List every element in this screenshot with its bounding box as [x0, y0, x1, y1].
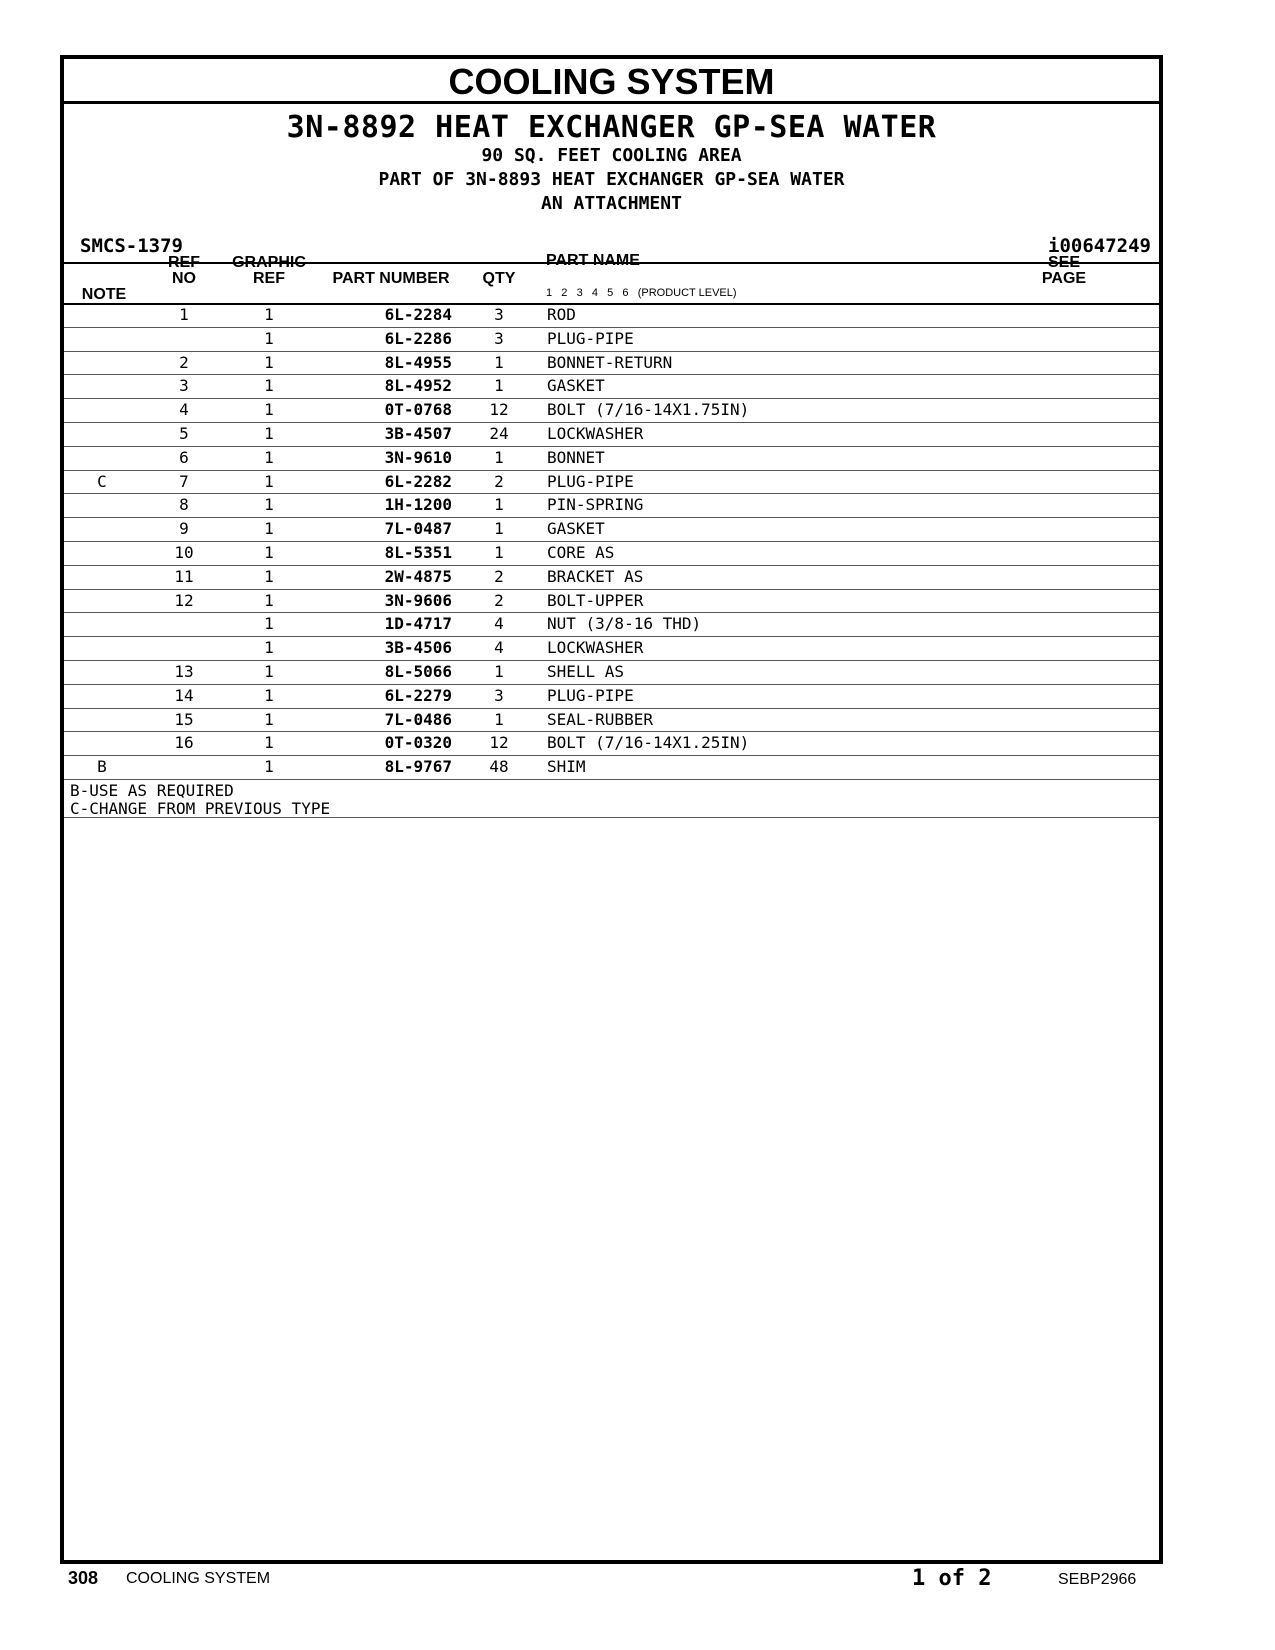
ref-no-cell: 12 [174, 590, 194, 610]
table-row [64, 518, 1159, 542]
product-levels: 1 2 3 4 5 6 (PRODUCT LEVEL) [546, 287, 737, 299]
ref-no-cell: 14 [174, 685, 194, 705]
smcs-code: SMCS-1379 [80, 235, 183, 257]
table-row [64, 590, 1159, 614]
table-row [64, 423, 1159, 447]
part-name-cell: BRACKET AS [547, 566, 644, 586]
graphic-ref-cell: 1 [264, 352, 274, 372]
graphic-ref-cell: 1 [264, 542, 274, 562]
graphic-ref-cell: 1 [264, 733, 274, 753]
part-name-cell: LOCKWASHER [547, 423, 644, 443]
table-row [64, 756, 1159, 780]
table-row [64, 471, 1159, 495]
col-header-qty: QTY [482, 270, 516, 287]
part-number-cell: 8L-5351 [384, 542, 452, 562]
graphic-ref-cell: 1 [264, 376, 274, 396]
footer-section: COOLING SYSTEM [126, 1570, 271, 1587]
ref-no-cell: 8 [179, 495, 189, 515]
part-number-cell: 6L-2279 [384, 685, 452, 705]
ref-no-cell: 15 [174, 709, 194, 729]
col-header-ref-no: REF NO [168, 254, 200, 287]
qty-cell: 1 [494, 709, 504, 729]
table-row [64, 328, 1159, 352]
part-name-cell: BOLT-UPPER [547, 590, 644, 610]
table-row [64, 566, 1159, 590]
part-number-cell: 3B-4506 [384, 638, 452, 658]
parts-table [64, 304, 1159, 818]
section-title: COOLING SYSTEM [64, 59, 1159, 104]
table-row [64, 399, 1159, 423]
qty-cell: 1 [494, 447, 504, 467]
part-number-cell: 0T-0768 [384, 400, 452, 420]
part-name-cell: PLUG-PIPE [547, 471, 634, 491]
part-number-cell: 7L-0486 [384, 709, 452, 729]
part-number-cell: 3N-9610 [384, 447, 452, 467]
table-row [64, 352, 1159, 376]
table-row [64, 542, 1159, 566]
part-number-cell: 8L-9767 [384, 757, 452, 777]
part-name-cell: SHELL AS [547, 661, 625, 681]
part-number-cell: 6L-2282 [384, 471, 452, 491]
qty-cell: 24 [489, 423, 509, 443]
qty-cell: 3 [494, 328, 504, 348]
ref-no-cell: 9 [179, 519, 189, 539]
part-number-cell: 1D-4717 [384, 614, 452, 634]
col-header-part-name: PART NAME [546, 252, 640, 269]
subtitle-attachment: AN ATTACHMENT [541, 193, 682, 214]
col-header-graphic-ref: GRAPHIC REF [232, 254, 306, 287]
graphic-ref-cell: 1 [264, 590, 274, 610]
col-header-note: NOTE [81, 286, 127, 303]
graphic-ref-cell: 1 [264, 447, 274, 467]
part-name-cell: SHIM [547, 757, 586, 777]
part-name-cell: GASKET [547, 519, 605, 539]
part-name-cell: BOLT (7/16-14X1.25IN) [547, 733, 750, 753]
group-title: 3N-8892 HEAT EXCHANGER GP-SEA WATER [286, 110, 937, 145]
part-name-cell: BOLT (7/16-14X1.75IN) [547, 400, 750, 420]
part-name-cell: NUT (3/8-16 THD) [547, 614, 702, 634]
col-header-part-number: PART NUMBER [332, 270, 450, 287]
table-row [64, 732, 1159, 756]
part-number-cell: 8L-5066 [384, 661, 452, 681]
qty-cell: 2 [494, 590, 504, 610]
col-header-see-page: SEE PAGE [1041, 254, 1087, 287]
table-row [64, 304, 1159, 328]
ref-no-cell: 16 [174, 733, 194, 753]
table-row [64, 637, 1159, 661]
qty-cell: 2 [494, 471, 504, 491]
qty-cell: 1 [494, 661, 504, 681]
ref-no-cell: 13 [174, 661, 194, 681]
part-number-cell: 8L-4952 [384, 376, 452, 396]
note-cell: C [97, 471, 107, 491]
graphic-ref-cell: 1 [264, 471, 274, 491]
ref-no-cell: 11 [174, 566, 194, 586]
part-name-cell: PLUG-PIPE [547, 328, 634, 348]
subtitle-part-of: PART OF 3N-8893 HEAT EXCHANGER GP-SEA WATER [378, 169, 845, 190]
graphic-ref-cell: 1 [264, 638, 274, 658]
graphic-ref-cell: 1 [264, 685, 274, 705]
qty-cell: 2 [494, 566, 504, 586]
qty-cell: 4 [494, 638, 504, 658]
note-line: C-CHANGE FROM PREVIOUS TYPE [70, 798, 331, 818]
footer-page-of: 1 of 2 [912, 1566, 992, 1591]
note-line: B-USE AS REQUIRED [70, 780, 234, 800]
ref-no-cell: 10 [174, 542, 194, 562]
qty-cell: 3 [494, 305, 504, 324]
page-frame [60, 55, 1163, 1564]
ref-no-cell: 6 [179, 447, 189, 467]
part-number-cell: 6L-2284 [384, 305, 452, 324]
qty-cell: 12 [489, 400, 509, 420]
notes-block [64, 780, 1159, 818]
graphic-ref-cell: 1 [264, 661, 274, 681]
qty-cell: 3 [494, 685, 504, 705]
qty-cell: 4 [494, 614, 504, 634]
ref-no-cell: 2 [179, 352, 189, 372]
graphic-ref-cell: 1 [264, 757, 274, 777]
part-number-cell: 3N-9606 [384, 590, 452, 610]
qty-cell: 12 [489, 733, 509, 753]
table-row [64, 709, 1159, 733]
graphic-ref-cell: 1 [264, 614, 274, 634]
footer-page-number: 308 [68, 1568, 99, 1588]
part-number-cell: 0T-0320 [384, 733, 452, 753]
graphic-ref-cell: 1 [264, 495, 274, 515]
part-name-cell: PLUG-PIPE [547, 685, 634, 705]
part-name-cell: CORE AS [547, 542, 615, 562]
table-row [64, 494, 1159, 518]
graphic-ref-cell: 1 [264, 328, 274, 348]
table-row [64, 661, 1159, 685]
part-number-cell: 6L-2286 [384, 328, 452, 348]
table-row [64, 447, 1159, 471]
part-name-cell: BONNET-RETURN [547, 352, 673, 372]
part-name-cell: ROD [547, 305, 576, 324]
graphic-ref-cell: 1 [264, 709, 274, 729]
part-name-cell: SEAL-RUBBER [547, 709, 653, 729]
ref-no-cell: 7 [179, 471, 189, 491]
table-row [64, 613, 1159, 637]
graphic-ref-cell: 1 [264, 423, 274, 443]
part-number-cell: 7L-0487 [384, 519, 452, 539]
footer-doc-id: SEBP2966 [1058, 1571, 1137, 1588]
graphic-ref-cell: 1 [264, 519, 274, 539]
illustration-id: i00647249 [1048, 235, 1151, 257]
table-row [64, 685, 1159, 709]
part-number-cell: 2W-4875 [384, 566, 452, 586]
qty-cell: 1 [494, 495, 504, 515]
table-row [64, 375, 1159, 399]
qty-cell: 48 [489, 757, 509, 777]
part-number-cell: 1H-1200 [384, 495, 452, 515]
part-name-cell: LOCKWASHER [547, 638, 644, 658]
ref-no-cell: 1 [179, 305, 189, 324]
note-cell: B [97, 757, 107, 777]
ref-no-cell: 3 [179, 376, 189, 396]
qty-cell: 1 [494, 352, 504, 372]
ref-no-cell: 5 [179, 423, 189, 443]
part-name-cell: BONNET [547, 447, 605, 467]
part-number-cell: 3B-4507 [384, 423, 452, 443]
qty-cell: 1 [494, 519, 504, 539]
ref-no-cell: 4 [179, 400, 189, 420]
subtitle-cooling-area: 90 SQ. FEET COOLING AREA [481, 145, 742, 166]
qty-cell: 1 [494, 376, 504, 396]
part-name-cell: GASKET [547, 376, 605, 396]
graphic-ref-cell: 1 [264, 566, 274, 586]
qty-cell: 1 [494, 542, 504, 562]
graphic-ref-cell: 1 [264, 305, 274, 324]
part-number-cell: 8L-4955 [384, 352, 452, 372]
part-name-cell: PIN-SPRING [547, 495, 644, 515]
graphic-ref-cell: 1 [264, 400, 274, 420]
